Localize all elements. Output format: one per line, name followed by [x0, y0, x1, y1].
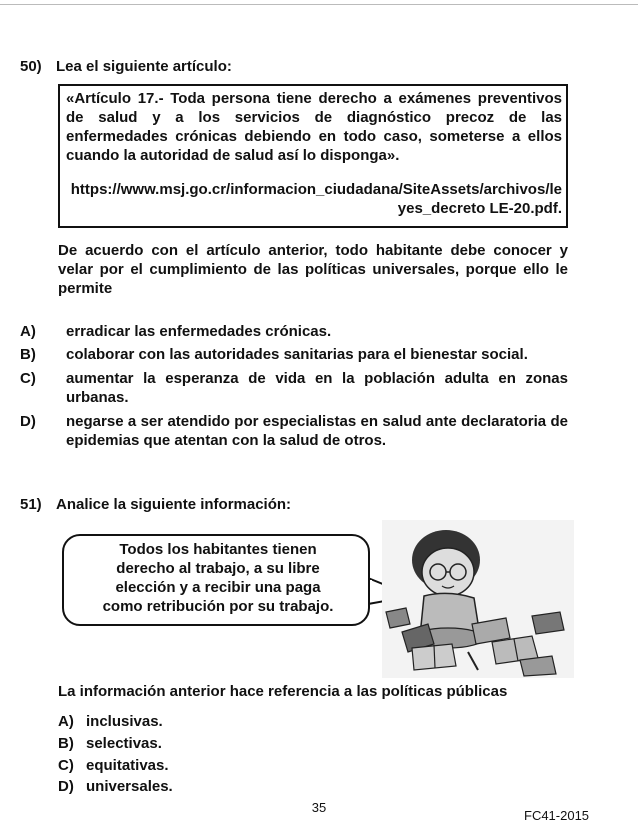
- boy-reading-illustration: [382, 520, 574, 678]
- option-letter: C): [20, 370, 36, 387]
- option-b[interactable]: [58, 734, 162, 753]
- question-51-header: [20, 496, 291, 513]
- question-prompt: Lea el siguiente artículo:: [56, 58, 232, 75]
- option-text: colaborar con las autoridades sanitarias para el bienestar social.: [66, 346, 528, 363]
- option-letter: D): [58, 778, 74, 795]
- question-51-text: La información anterior hace referencia a las políticas públicas: [58, 683, 508, 700]
- question-50-text: De acuerdo con el artículo anterior, todo habitante debe conocer y velar por el cumplimiento de las políticas universales, porque ello le permite: [58, 242, 568, 297]
- question-number: 50): [20, 58, 42, 75]
- option-letter: C): [58, 757, 74, 774]
- document-code: FC41-2015: [524, 808, 590, 823]
- option-a[interactable]: [58, 712, 163, 731]
- question-prompt: Analice la siguiente información:: [56, 496, 292, 513]
- option-text: selectivas.: [86, 735, 162, 752]
- option-text: inclusivas.: [86, 713, 163, 730]
- speech-bubble-text: Todos los habitantes tienen derecho al trabajo, a su libre elección y a recibir una paga como retribución por su trabajo.: [102, 541, 334, 615]
- top-rule: [0, 4, 638, 5]
- option-d[interactable]: [58, 777, 173, 796]
- option-text: aumentar la esperanza de vida en la población adulta en zonas urbanas.: [66, 370, 568, 406]
- option-letter: D): [20, 413, 36, 430]
- option-c[interactable]: [58, 756, 169, 775]
- question-50-header: [20, 58, 232, 75]
- article-url: https://www.msj.go.cr/informacion_ciudadana/SiteAssets/archivos/leyes_decreto LE-20.pdf.: [70, 181, 562, 217]
- option-text: equitativas.: [86, 757, 169, 774]
- question-number: 51): [20, 496, 42, 513]
- option-text: negarse a ser atendido por especialistas en salud ante declaratoria de epidemias que atentan con la salud de otros.: [66, 413, 568, 449]
- option-letter: B): [58, 735, 74, 752]
- article-text: «Artículo 17.- Toda persona tiene derecho a exámenes preventivos de salud y a los servicios de diagnóstico precoz de las enfermedades crónicas debiendo en todo caso, someterse a ellos cuando la autoridad de salud así lo disponga».: [66, 90, 562, 164]
- page-number: 35: [311, 800, 327, 815]
- option-letter: B): [20, 346, 36, 363]
- option-letter: A): [58, 713, 74, 730]
- option-letter: A): [20, 323, 36, 340]
- option-text: erradicar las enfermedades crónicas.: [66, 323, 332, 340]
- option-text: universales.: [86, 778, 173, 795]
- article-box: [58, 84, 568, 228]
